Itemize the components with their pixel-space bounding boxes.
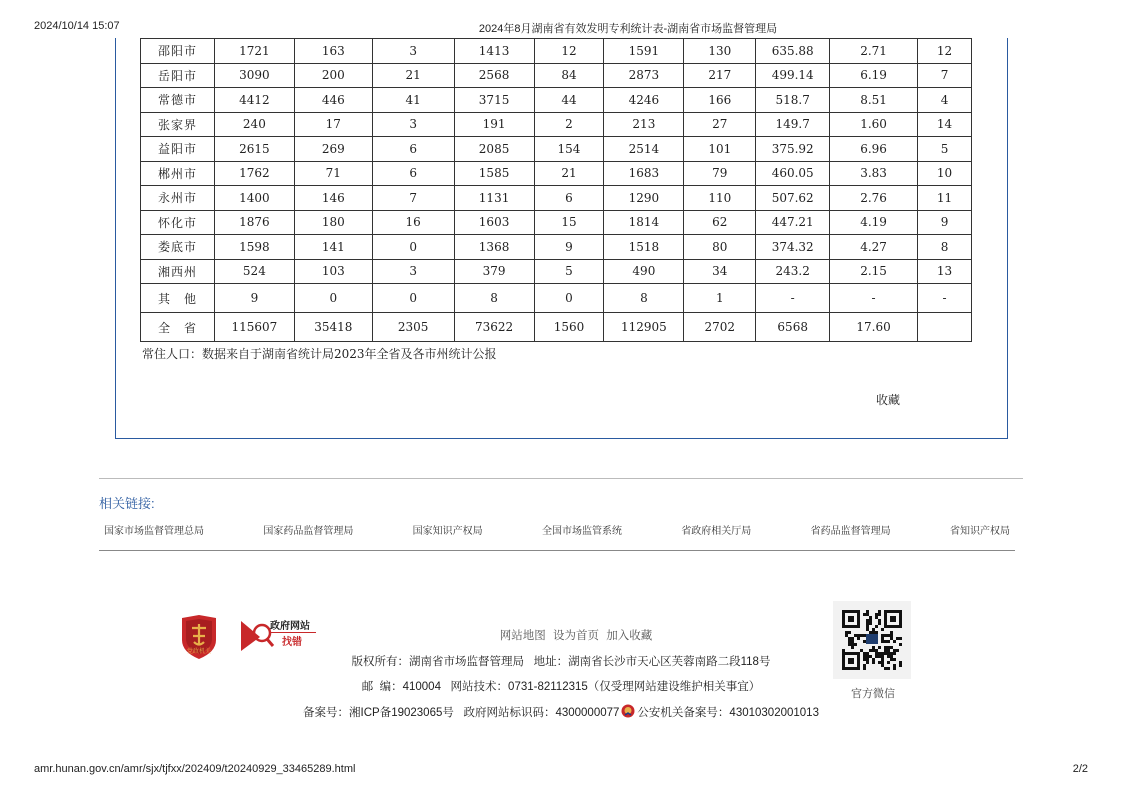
table-cell: 240 [214, 112, 294, 137]
region-name-cell: 永州市 [141, 186, 215, 211]
table-row [141, 161, 972, 186]
table-cell: 71 [294, 161, 372, 186]
table-cell: 0 [372, 235, 454, 260]
table-cell: 4.27 [830, 235, 918, 260]
table-cell: - [756, 284, 830, 313]
footer-contact: 邮 编：410004 网站技术：0731-82112315（仅受理网站建设维护相关事宜） [361, 681, 761, 693]
qr-caption: 官方微信 [851, 688, 895, 700]
table-cell: 3090 [214, 63, 294, 88]
table-cell: 4 [918, 88, 972, 113]
table-cell: 1591 [604, 39, 684, 64]
favorite-link[interactable]: 收藏 [876, 393, 901, 407]
table-cell: 34 [684, 259, 756, 284]
section-divider [99, 478, 1023, 479]
region-name-cell: 其 他 [141, 284, 215, 313]
print-page-title: 2024年8月湖南省有效发明专利统计表-湖南省市场监督管理局 [478, 23, 778, 35]
svg-text:政府网站: 政府网站 [270, 621, 310, 632]
table-cell: 6.19 [830, 63, 918, 88]
table-cell: 1.60 [830, 112, 918, 137]
table-cell: 180 [294, 210, 372, 235]
region-name-cell: 邵阳市 [141, 39, 215, 64]
table-cell: 5 [918, 137, 972, 162]
table-cell: 1585 [454, 161, 534, 186]
table-cell: 518.7 [756, 88, 830, 113]
footer-nav [0, 627, 1122, 643]
table-row [141, 186, 972, 211]
related-link-national-system[interactable]: 全国市场监管系统 [541, 526, 622, 537]
table-cell: 217 [684, 63, 756, 88]
table-cell: 0 [534, 284, 604, 313]
table-row [141, 39, 972, 64]
footer-registration [0, 704, 1122, 720]
table-cell: 4.19 [830, 210, 918, 235]
table-cell: 17 [294, 112, 372, 137]
table-cell: 12 [534, 39, 604, 64]
table-row [141, 235, 972, 260]
region-name-cell: 益阳市 [141, 137, 215, 162]
region-name-cell: 常德市 [141, 88, 215, 113]
table-cell: 11 [918, 186, 972, 211]
svg-text:党政机关: 党政机关 [186, 648, 212, 655]
table-cell: 2.76 [830, 186, 918, 211]
table-cell: 2305 [372, 313, 454, 342]
table-cell: 2.15 [830, 259, 918, 284]
icp-record[interactable]: 备案号：湘ICP备19023065号 政府网站标识码：4300000077 [303, 707, 620, 719]
table-cell: 446 [294, 88, 372, 113]
table-cell: 15 [534, 210, 604, 235]
region-name-cell: 张家界 [141, 112, 215, 137]
table-cell: 1598 [214, 235, 294, 260]
table-cell: 8 [918, 235, 972, 260]
table-cell: 7 [918, 63, 972, 88]
table-cell: 62 [684, 210, 756, 235]
related-link-samr[interactable]: 国家市场监督管理总局 [104, 526, 204, 537]
print-datetime: 2024/10/14 15:07 [34, 20, 120, 32]
table-cell: 490 [604, 259, 684, 284]
region-name-cell: 郴州市 [141, 161, 215, 186]
footer-link-set-home[interactable]: 设为首页 [553, 630, 599, 642]
table-cell: 1683 [604, 161, 684, 186]
table-cell: 1560 [534, 313, 604, 342]
table-cell: 1400 [214, 186, 294, 211]
table-cell: 2873 [604, 63, 684, 88]
table-cell: 101 [684, 137, 756, 162]
table-cell: 1 [684, 284, 756, 313]
table-cell: 191 [454, 112, 534, 137]
table-cell: 6 [534, 186, 604, 211]
region-name-cell: 湘西州 [141, 259, 215, 284]
table-cell: 7 [372, 186, 454, 211]
table-cell: 6.96 [830, 137, 918, 162]
table-row [141, 137, 972, 162]
region-name-cell: 全 省 [141, 313, 215, 342]
table-cell: 213 [604, 112, 684, 137]
table-cell: 163 [294, 39, 372, 64]
table-cell: 3 [372, 259, 454, 284]
svg-text:找错: 找错 [282, 637, 302, 648]
table-cell: 8.51 [830, 88, 918, 113]
table-cell: 21 [534, 161, 604, 186]
table-cell: 1721 [214, 39, 294, 64]
related-link-province-drug[interactable]: 省药品监督管理局 [810, 526, 891, 537]
region-name-cell: 娄底市 [141, 235, 215, 260]
table-cell: 110 [684, 186, 756, 211]
table-cell: - [918, 284, 972, 313]
table-cell: 200 [294, 63, 372, 88]
table-cell: 16 [372, 210, 454, 235]
table-cell: 4412 [214, 88, 294, 113]
table-cell: 2568 [454, 63, 534, 88]
table-cell: 130 [684, 39, 756, 64]
table-cell [918, 313, 972, 342]
table-cell: 0 [372, 284, 454, 313]
table-cell: 112905 [604, 313, 684, 342]
table-cell: 0 [294, 284, 372, 313]
table-cell: 13 [918, 259, 972, 284]
wechat-qr-code-icon [833, 601, 911, 679]
table-row [141, 63, 972, 88]
table-cell: 447.21 [756, 210, 830, 235]
table-cell: 141 [294, 235, 372, 260]
table-row [141, 210, 972, 235]
table-cell: 8 [454, 284, 534, 313]
table-cell: 3715 [454, 88, 534, 113]
table-cell: 269 [294, 137, 372, 162]
table-cell: 2615 [214, 137, 294, 162]
table-cell: 1518 [604, 235, 684, 260]
table-cell: 6 [372, 137, 454, 162]
table-cell: 460.05 [756, 161, 830, 186]
table-cell: 9 [534, 235, 604, 260]
police-record[interactable]: 公安机关备案号：43010302001013 [637, 707, 819, 719]
table-cell: 1131 [454, 186, 534, 211]
table-cell: 8 [604, 284, 684, 313]
table-cell: 1762 [214, 161, 294, 186]
table-cell: 6568 [756, 313, 830, 342]
table-cell: 2702 [684, 313, 756, 342]
table-row [141, 88, 972, 113]
links-divider [99, 550, 1015, 551]
table-cell: 27 [684, 112, 756, 137]
region-name-cell: 怀化市 [141, 210, 215, 235]
table-cell: 9 [214, 284, 294, 313]
table-cell: 374.32 [756, 235, 830, 260]
table-cell: 6 [372, 161, 454, 186]
table-cell: 41 [372, 88, 454, 113]
related-links-title: 相关链接: [99, 496, 155, 511]
footer-copyright: 版权所有：湖南省市场监督管理局 地址：湖南省长沙市天心区芙蓉南路二段118号 [351, 656, 771, 668]
related-link-nmpa[interactable]: 国家药品监督管理局 [263, 526, 354, 537]
table-cell: 1413 [454, 39, 534, 64]
print-page-number: 2/2 [1072, 763, 1088, 775]
table-cell: 79 [684, 161, 756, 186]
table-cell: 80 [684, 235, 756, 260]
table-cell: 3 [372, 39, 454, 64]
table-cell: 4246 [604, 88, 684, 113]
table-cell: 2 [534, 112, 604, 137]
related-link-province-depts[interactable]: 省政府相关厅局 [681, 526, 752, 537]
related-link-province-ip[interactable]: 省知识产权局 [949, 526, 1010, 537]
table-cell: 5 [534, 259, 604, 284]
patent-stats-table [140, 38, 972, 342]
table-cell: 44 [534, 88, 604, 113]
table-cell: 154 [534, 137, 604, 162]
table-row [141, 313, 972, 342]
table-cell: 1876 [214, 210, 294, 235]
footer-link-add-favorite[interactable]: 加入收藏 [606, 630, 653, 642]
table-cell: 499.14 [756, 63, 830, 88]
table-cell: 35418 [294, 313, 372, 342]
table-cell: 243.2 [756, 259, 830, 284]
table-cell: 166 [684, 88, 756, 113]
data-source-note: 常住人口：数据来自于湖南省统计局2023年全省及各市州统计公报 [142, 347, 497, 361]
table-cell: 10 [918, 161, 972, 186]
table-cell: 84 [534, 63, 604, 88]
table-cell: 507.62 [756, 186, 830, 211]
table-row [141, 112, 972, 137]
table-cell: 2.71 [830, 39, 918, 64]
table-cell: 21 [372, 63, 454, 88]
table-cell: 375.92 [756, 137, 830, 162]
table-cell: 146 [294, 186, 372, 211]
related-link-cnipa[interactable]: 国家知识产权局 [412, 526, 483, 537]
table-cell: 3.83 [830, 161, 918, 186]
footer-link-sitemap[interactable]: 网站地图 [499, 630, 546, 642]
table-cell: 2085 [454, 137, 534, 162]
table-cell: 2514 [604, 137, 684, 162]
table-cell: 12 [918, 39, 972, 64]
table-cell: 379 [454, 259, 534, 284]
table-cell: 14 [918, 112, 972, 137]
table-cell: 103 [294, 259, 372, 284]
table-cell: 1368 [454, 235, 534, 260]
region-name-cell: 岳阳市 [141, 63, 215, 88]
table-cell: 73622 [454, 313, 534, 342]
table-cell: 1290 [604, 186, 684, 211]
print-url: amr.hunan.gov.cn/amr/sjx/tjfxx/202409/t20240929_33465289.html [34, 763, 356, 775]
police-emblem-icon [621, 704, 635, 718]
table-cell: 1814 [604, 210, 684, 235]
table-row [141, 259, 972, 284]
table-cell: 524 [214, 259, 294, 284]
table-cell: 149.7 [756, 112, 830, 137]
table-cell: 115607 [214, 313, 294, 342]
table-cell: 17.60 [830, 313, 918, 342]
table-cell: 1603 [454, 210, 534, 235]
related-links-row [99, 522, 1015, 537]
table-cell: 9 [918, 210, 972, 235]
table-cell: - [830, 284, 918, 313]
table-cell: 635.88 [756, 39, 830, 64]
table-row [141, 284, 972, 313]
table-cell: 3 [372, 112, 454, 137]
